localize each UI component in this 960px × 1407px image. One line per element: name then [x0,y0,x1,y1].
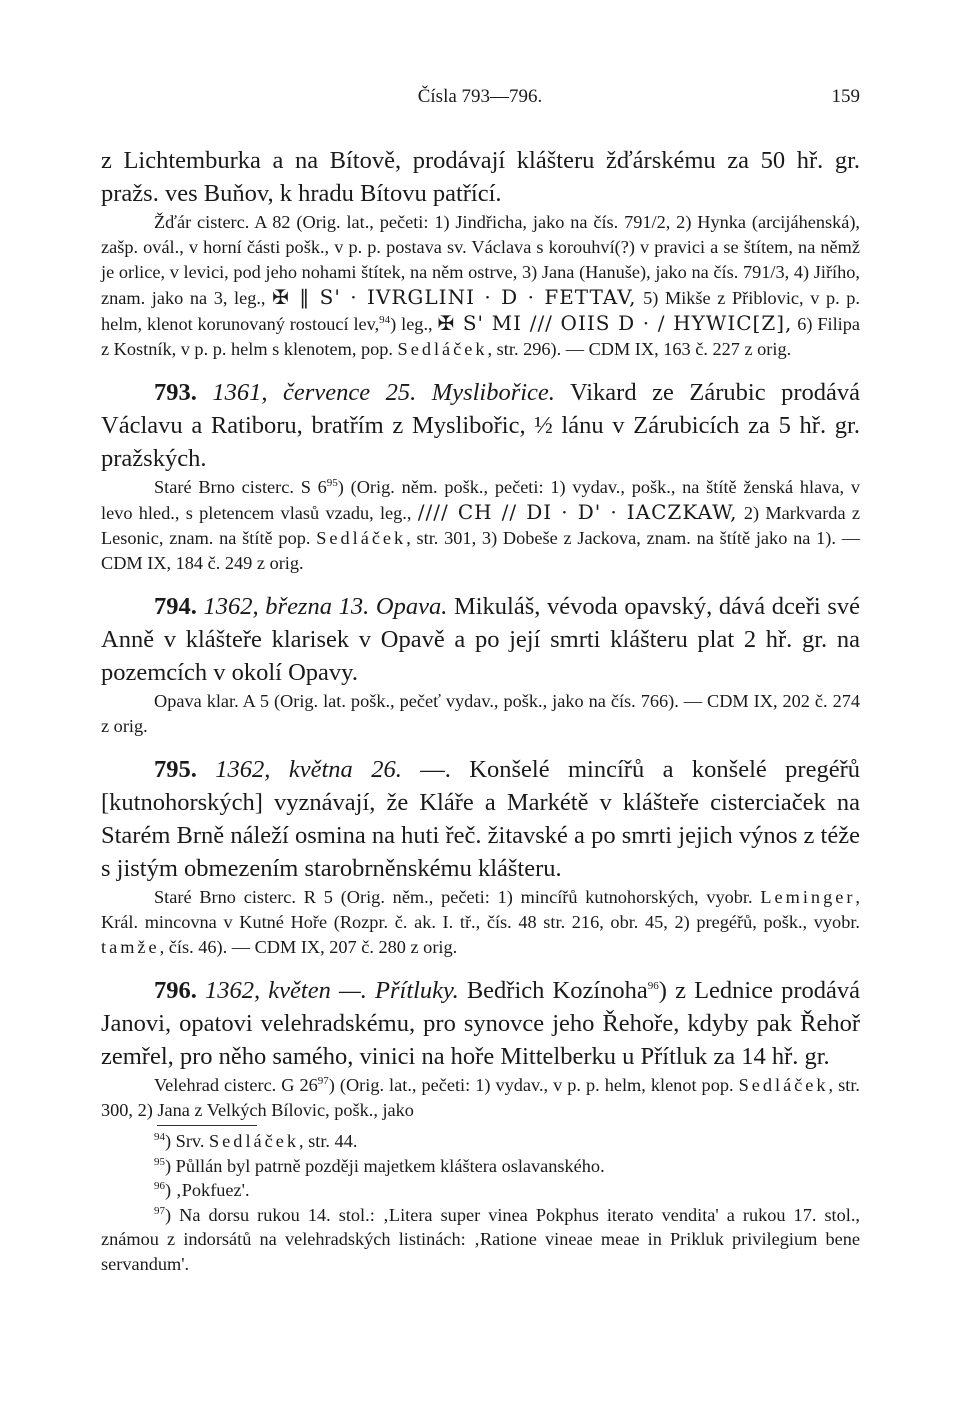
note-part: , Král. mincovna v Kutné Hoře (Rozpr. č. ak. I. tř., čís. 48 str. 216, obr. 45, 2) pregéřů, pošk., vyobr. [101,887,860,932]
footnote-96 [101,1178,860,1203]
author-name: Sedláček [738,1075,829,1095]
author-name: tamže [101,937,160,957]
entry-793-note [101,475,860,576]
entry-body: ) z Lednice prodává Janovi, opatovi velehradskému, pro synovce jeho Řehoře, kdyby pak Řehoř zemřel, pro něho samého, vinici na hoře Mittelberku u Přítluk za 14 hř. gr. [101,977,861,1070]
footnote-text: , str. 44. [299,1131,358,1151]
page-header [100,86,860,112]
footnote-mark: 97 [154,1204,165,1217]
intro-note-part: Žďár cisterc. A 82 (Orig. lat., pečeti: 1) Jindřicha, jako na čís. 791/2, 2) Hynka (arcijáhenská), zašp. ovál., v horní části pošk., v p. p. postava sv. Václava s korouhví(?) v pravici a se štítem, na němž je orlice, v levici, pod jeho nohami štítek, na něm ostrve, 3) Jana (Hanuše), jako na čís. 791/3, 4) Jiřího, znam. jako na 3, leg., [101,212,860,308]
entry-body: Vikard ze Zárubic prodává Václavu a Ratiboru, bratřím z Myslibořic, ½ lánu v Zárubicích za 5 hř. gr. pražských. [101,379,861,472]
note-part: ) (Orig. něm. pošk., pečeti: 1) vydav., pošk., na štítě ženská hlava, v levo hled., s pletencem vlasů vzadu, leg., [101,477,860,523]
entry-number: 795. [154,756,197,783]
entry-794 [101,590,860,689]
entry-795 [101,753,860,885]
footnote-mark: 95 [154,1155,165,1168]
entry-date: 1362, května 26. [215,756,402,783]
note-part: Staré Brno cisterc. R 5 (Orig. něm., pečeti: 1) mincířů kutnohorských, vyobr. [154,887,753,907]
footnote-ref[interactable]: 96 [647,979,659,992]
page-number: 159 [831,86,860,107]
footnote-97 [101,1203,860,1277]
entry-place: Myslibořice. [431,379,555,406]
footnote-ref[interactable]: 97 [317,1074,329,1087]
entry-number: 796. [154,977,197,1004]
footnote-ref[interactable]: 95 [326,476,338,489]
footnote-mark: 94 [154,1130,165,1143]
note-part: Velehrad cisterc. G 26 [154,1075,318,1095]
seal-legend: ✠ ‖ S' · IVRGLINI · D · FETTAV, [272,285,637,309]
footnote-text: ) Půllán byl patrně později majetkem kláštera oslavanského. [165,1155,605,1176]
intro-note-part: , str. 296). — CDM IX, 163 č. 227 z orig. [487,339,792,359]
entry-place: —. [420,756,451,783]
entry-place: Opava. [375,593,448,620]
entry-date: 1361, července 25. [212,379,417,406]
footnote-text: ) Na dorsu rukou 14. stol.: ‚Litera super vinea Pokphus iterato vendita' a rukou 17. stol., známou z indorsátů na velehradských listinách: ‚Ratione vineae meae in Prikluk privilegium bene servandum'. [101,1204,860,1274]
seal-legend: //// CH // DI · D' · IACZKAW, [417,500,738,524]
author-name: Sedláček [397,339,488,359]
entry-body: Mikuláš, vévoda opavský, dává dceři své Anně v klášteře klarisek v Opavě a po její smrti klášteru plat 2 hř. gr. na pozemcích v okolí Opavy. [101,593,860,686]
footnote-text: ) ‚Pokfuez'. [165,1180,250,1200]
footnote-divider [157,1125,257,1126]
intro-note-part: ) leg., [390,314,433,334]
note-part: 2) Markvarda z Lesonic, znam. na štítě pop. [101,503,860,548]
intro-note-part: 6) Filipa z Kostník, v p. p. helm s klenotem, pop. [101,314,861,359]
intro-note [101,210,860,362]
footnote-text: ) Srv. [165,1131,210,1151]
entry-794-note: Opava klar. A 5 (Orig. lat. pošk., pečeť vydav., pošk., jako na čís. 766). — CDM IX, 202 č. 274 z orig. [101,691,860,736]
page-content [101,144,860,1276]
intro-body: z Lichtemburka a na Bítově, prodávají klášteru žďárskému za 50 hř. gr. pražs. ves Buňov, k hradu Bítovu patřící. [101,147,860,207]
entry-number: 794. [154,593,197,620]
seal-legend: ✠ S' MI /// OIIS D · / HYWIC[Z], [437,311,793,335]
note-part: , str. 301, 3) Dobeše z Jackova, znam. na štítě jako na 1). — CDM IX, 184 č. 249 z orig. [101,528,860,573]
note-part: , str. 300, 2) Jana z Velkých Bílovic, pošk., jako [101,1075,860,1120]
entry-date: 1362, květen [205,977,331,1004]
footnote-95 [101,1154,860,1179]
intro-note-part: 5) Mikše z Přiblovic, v p. p. helm, klenot korunovaný rostoucí lev, [101,288,860,334]
note-part: Staré Brno cisterc. S 6 [154,477,327,497]
entry-place: —. Přítluky. [338,977,459,1004]
author-name: Leminger [760,887,856,907]
footnotes [101,1129,860,1276]
note-part: , čís. 46). — CDM IX, 207 č. 280 z orig. [159,937,458,957]
footnote-mark: 96 [154,1179,165,1192]
entry-793 [101,376,860,475]
note-part: ) (Orig. lat., pečeti: 1) vydav., v p. p. helm, klenot pop. [328,1075,734,1095]
entry-body: Bedřich Kozínoha [466,977,648,1004]
running-title: Čísla 793—796. [417,86,543,107]
author-name: Sedláček [209,1131,299,1151]
entry-796 [101,974,860,1073]
entry-number: 793. [154,379,197,406]
footnote-94 [101,1129,860,1154]
entry-date: 1362, března 13. [203,593,370,620]
entry-body: Konšelé mincířů a konšelé pregéřů [kutnohorských] vyznávají, že Kláře a Markétě v klášteře cisterciaček na Starém Brně náleží osmina na huti řeč. žitavské a po smrti jejich výnos z téže s jistým obmezením starobrněnskému klášteru. [101,756,860,882]
entry-795-note [101,885,860,960]
entry-796-note [101,1073,860,1123]
author-name: Sedláček [316,528,407,548]
footnote-ref[interactable]: 94 [379,313,391,326]
